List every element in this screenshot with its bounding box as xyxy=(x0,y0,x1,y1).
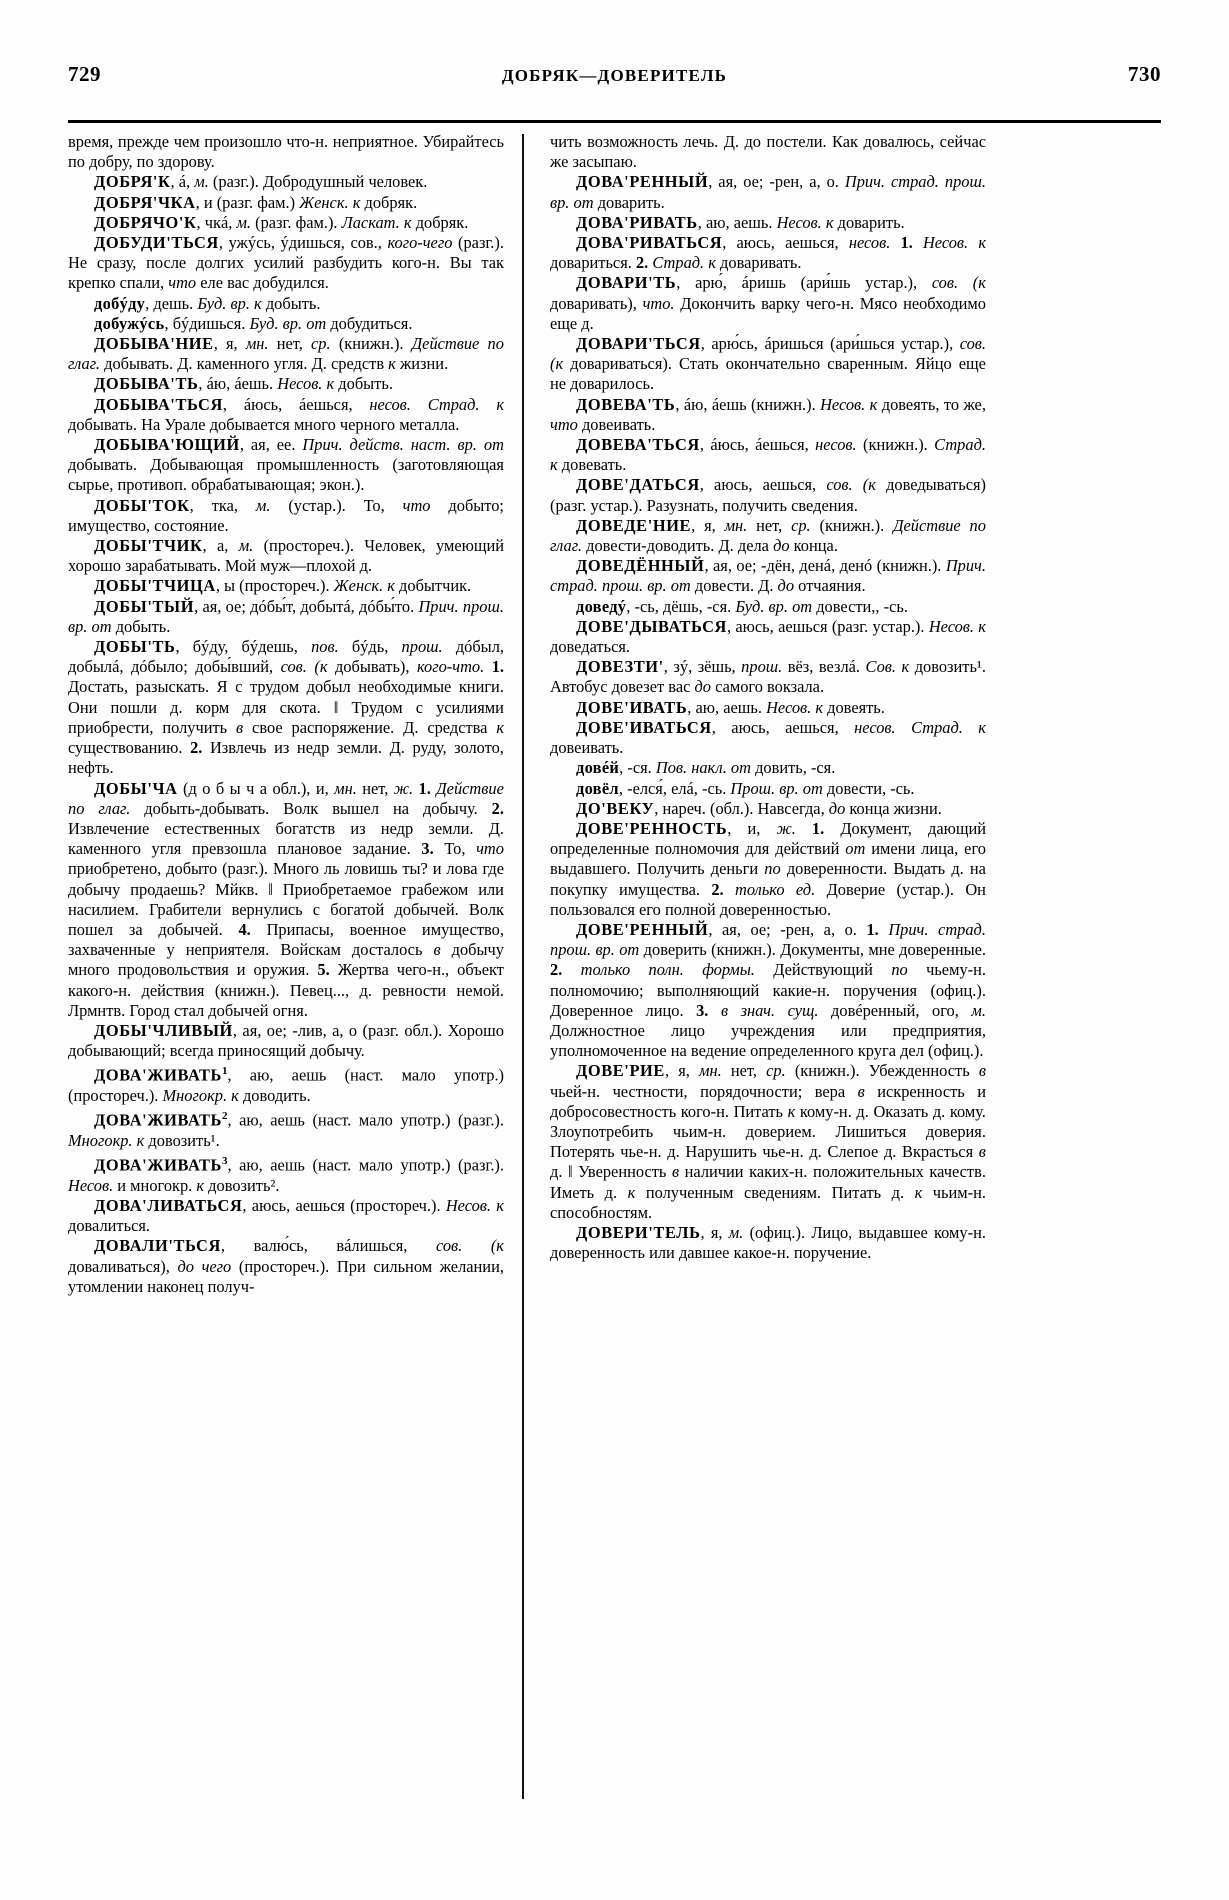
dictionary-entry xyxy=(550,1061,986,1223)
entry-headword: добужýсь xyxy=(94,313,165,333)
entry-headword: ДО'ВЕКУ xyxy=(576,798,655,818)
dictionary-entry xyxy=(68,496,504,536)
entry-headword: ДОВА'РИВАТЬ xyxy=(576,212,698,232)
entry-headword: ДОБЫВА'ТЬ xyxy=(94,374,199,394)
entry-body: , аюсь, аешься, несов. 1. Несов. к довариться. 2. Страд. к доваривать. xyxy=(550,233,986,273)
entry-body: , ая, ое; -рен, а, о. 1. Прич. страд. прош. вр. от доверить (книжн.). Документы, мне доверенные. 2. только полн. формы. Действующий по чьему-н. полномочию; выполняющий какие-н. поручения (офиц.). Доверенное лицо. 3. в знач. сущ. довéренный, ого, м. Должностное лицо учреждения или предприятия, уполномоченное на ведение определенного круга дел (офиц.). xyxy=(550,919,986,1061)
entry-body: , -сь, дёшь, -ся. Буд. вр. от довести,, -сь. xyxy=(626,596,908,616)
entry-headword: ДОВА'ЛИВАТЬСЯ xyxy=(94,1195,243,1215)
dictionary-entry xyxy=(68,779,504,1021)
dictionary-entry xyxy=(550,475,986,515)
headword-homonym-index: 2 xyxy=(221,1110,228,1123)
page-number-left: 729 xyxy=(68,62,101,86)
dictionary-entry xyxy=(550,172,986,212)
entry-text: время, прежде чем произошло что-н. неприятное. Убирайтесь по добру, по здорову. xyxy=(68,132,504,172)
entry-body: , á, м. (разг.). Добродушный человек. xyxy=(170,172,428,192)
entry-headword: ДОВЕ'РЕННОСТЬ xyxy=(576,818,728,838)
dictionary-entry xyxy=(550,556,986,596)
entry-headword: ДОВА'РИВАТЬСЯ xyxy=(576,233,723,253)
inflected-form-entry xyxy=(68,314,504,334)
entry-body: , аюсь, аешься (простореч.). Несов. к довалиться. xyxy=(68,1195,504,1236)
entry-body: , ая, ое; -дён, денá, денó (книжн.). Прич. страд. прош. вр. от довести. Д. до отчаяния. xyxy=(550,556,986,596)
entry-headword: ДОВЕ'РИЕ xyxy=(576,1061,665,1081)
entry-text: чить возможность лечь. Д. до постели. Как довалюсь, сейчас же засыпаю. xyxy=(550,132,986,172)
entry-continuation xyxy=(550,132,986,172)
entry-body: , ая, ое; дóбы́т, добытá, дóбы́то. Прич. прош. вр. от добыть. xyxy=(68,596,504,636)
dictionary-entry xyxy=(550,233,986,273)
dictionary-entry xyxy=(550,516,986,556)
entry-headword: ДОБЫВА'НИЕ xyxy=(94,334,214,354)
entry-headword: ДОБЫ'ТЧИЦА xyxy=(94,576,216,596)
entry-body: , аюсь, аешься (разг. устар.). Несов. к доведаться. xyxy=(550,616,986,657)
entry-headword: ДОВЕДЁННЫЙ xyxy=(576,556,705,576)
entry-body: , áю, áешь (книжн.). Несов. к довеять, то же, что довеивать. xyxy=(550,394,986,434)
entry-headword: ДОВА'ЖИВАТЬ xyxy=(94,1110,222,1130)
dictionary-entry xyxy=(550,395,986,435)
dictionary-entry xyxy=(550,273,986,334)
entry-body: , нареч. (обл.). Навсегда, до конца жизни. xyxy=(654,798,942,818)
entry-headword: довёл xyxy=(576,778,619,798)
entry-headword: ДОВАЛИ'ТЬСЯ xyxy=(94,1236,221,1256)
entry-headword: ДОВЕ'ИВАТЬ xyxy=(576,697,688,717)
entry-headword: ДОВЕВА'ТЬСЯ xyxy=(576,435,700,455)
dictionary-entry xyxy=(550,718,986,758)
entry-headword: ДОВЕЗТИ' xyxy=(576,657,664,677)
entry-headword: ДОБЫВА'ЮЩИЙ xyxy=(94,435,240,455)
left-column xyxy=(68,132,516,1840)
entry-body: , чкá, м. (разг. фам.). Ласкат. к добряк. xyxy=(196,212,469,232)
entry-body: , тка, м. (устар.). То, что добыто; имущество, состояние. xyxy=(68,495,504,535)
entry-headword: ДОБРЯЧО'К xyxy=(94,212,197,232)
entry-headword: ДОВАРИ'ТЬСЯ xyxy=(576,334,701,354)
entry-headword: ДОБЫВА'ТЬСЯ xyxy=(94,394,223,414)
entry-body: , и (разг. фам.) Женск. к добряк. xyxy=(195,192,418,212)
dictionary-entry xyxy=(550,920,986,1061)
entry-body: , арю́сь, áришься (ари́шься устар.), сов. (к довариваться). Стать окончательно сваренным. Яйцо еще не доварилось. xyxy=(550,334,987,394)
entry-body: , аюсь, аешься, сов. (к доведываться) (разг. устар.). Разузнать, получить сведения. xyxy=(550,475,986,515)
entry-headword: ДОВА'ЖИВАТЬ xyxy=(94,1065,222,1085)
entry-headword: ДОВЕДЕ'НИЕ xyxy=(576,515,692,535)
entry-body: , бýдишься. Буд. вр. от добудиться. xyxy=(164,313,413,333)
entry-headword: доведý xyxy=(576,596,627,616)
inflected-form-entry xyxy=(550,597,986,617)
inflected-form-entry xyxy=(550,779,986,799)
entry-body: , аю, аешь. Несов. к довеять. xyxy=(687,697,885,717)
entry-headword: ДОВАРИ'ТЬ xyxy=(576,273,677,293)
dictionary-entry xyxy=(68,637,504,778)
entry-body: , бýду, бýдешь, пов. бýдь, прош. дóбыл, добылá, дóбыло; добы́вший, сов. (к добывать), кого-что. 1. Достать, разыскать. Я с трудом добыл необходимые книги. Они пошли д. корм для скота. ‖ Трудом с усилиями приобрести, получить в свое распоряжение. Д. средства к существованию. 2. Извлечь из недр земли. Д. руду, золото, нефть. xyxy=(68,637,504,778)
headword-homonym-index: 3 xyxy=(221,1155,228,1168)
entry-headword: ДОБЫ'ТЬ xyxy=(94,637,176,657)
dictionary-entry xyxy=(68,172,504,192)
dictionary-entry xyxy=(550,213,986,233)
entry-body: , -ся. Пов. накл. от довить, -ся. xyxy=(619,758,836,778)
dictionary-entry xyxy=(550,1223,986,1263)
dictionary-entry xyxy=(68,1061,504,1106)
entry-body: , дешь. Буд. вр. к добыть. xyxy=(145,293,321,313)
dictionary-entry xyxy=(550,799,986,819)
dictionary-entry xyxy=(68,1021,504,1061)
dictionary-entry xyxy=(68,193,504,213)
dictionary-entry xyxy=(68,435,504,496)
dictionary-entry xyxy=(68,597,504,637)
entry-headword: ДОБЫ'ЧЛИВЫЙ xyxy=(94,1020,233,1040)
inflected-form-entry xyxy=(550,758,986,778)
entry-headword: ДОВЕРИ'ТЕЛЬ xyxy=(576,1222,701,1242)
entry-body: , áюсь, áешься, несов. Страд. к добывать. На Урале добывается много черного металла. xyxy=(68,394,504,434)
entry-body: , ая, ое; -лив, а, о (разг. обл.). Хорошо добывающий; всегда приносящий добычу. xyxy=(68,1020,504,1061)
dictionary-entry xyxy=(68,233,504,294)
entry-body: , аю, аешь (наст. мало употр.) (простореч.). Многокр. к доводить. xyxy=(68,1065,505,1106)
dictionary-entry xyxy=(68,395,504,435)
dictionary-entry xyxy=(68,1106,504,1151)
entry-body: , и, ж. 1. Документ, дающий определенные полномочия для действий от имени лица, его выдавшего. Получить деньги по доверенности. Выдать д. на покупку имущества. 2. только ед. Доверие (устар.). Он пользовался его полной доверенностью. xyxy=(550,818,987,919)
entry-headword: ДОБЫ'ТЫЙ xyxy=(94,596,195,616)
entry-body: , зý, зёшь, прош. вёз, везлá. Сов. к довозить¹. Автобус довезет вас до самого вокзала. xyxy=(550,657,986,697)
dictionary-entry xyxy=(68,1236,504,1297)
entry-headword: ДОВА'ЖИВАТЬ xyxy=(94,1155,222,1175)
dictionary-entry xyxy=(68,1196,504,1236)
entry-body: , я, мн. нет, ср. (книжн.). Действие по глаг. довести-доводить. Д. дела до конца. xyxy=(550,515,986,556)
dictionary-entry xyxy=(68,334,504,374)
entry-body: , я, мн. нет, ср. (книжн.). Убежденность в чьей-н. честности, порядочности; вера в искренность и добросовестность кого-н. Питать к кому-н. д. Оказать д. кому. Злоупотребить чьим-н. доверием. Лишиться доверия. Потерять чье-н. д. Нарушить чье-н. д. Слепое д. Вкрасться в д. ‖ Уверенность в наличии каких-н. положительных качеств. Иметь д. к полученным сведениям. Питать д. к чьим-н. способностям. xyxy=(550,1061,986,1222)
entry-body: , аю, аешь (наст. мало употр.) (разг.). Несов. и многокр. к довозить². xyxy=(68,1155,504,1195)
dictionary-entry xyxy=(68,213,504,233)
header-rule xyxy=(68,120,1161,123)
headword-homonym-index: 1 xyxy=(221,1065,228,1078)
dictionary-entry xyxy=(68,576,504,596)
dictionary-entry xyxy=(68,374,504,394)
entry-body: , я, мн. нет, ср. (книжн.). Действие по глаг. добывать. Д. каменного угля. Д. средств к жизни. xyxy=(68,334,504,374)
entry-headword: ДОВЕ'ДАТЬСЯ xyxy=(576,475,700,495)
entry-body: (д о б ы ч а обл.), и, мн. нет, ж. 1. Действие по глаг. добыть-добывать. Волк вышел на добычу. 2. Извлечение естественных богатств из недр земли. Д. каменного угля превзошла плановое задание. 3. То, что приобретено, добыто (разг.). Много ль ловишь ты? и лова где добычу продаешь? Мйкв. ‖ Приобретаемое грабежом или насилием. Грабители вернулись с богатой добычей. Волк пошел за добычей. 4. Припасы, военное имущество, захваченные у неприятеля. Войскам досталось в добычу много продовольствия и оружия. 5. Жертва чего-н., объект какого-н. действия (книжн.). Певец..., д. ревности немой. Лрмнтв. Город стал добычей огня. xyxy=(68,778,505,1020)
dictionary-entry xyxy=(550,435,986,475)
entry-body: , арю́, áришь (ари́шь устар.), сов. (к доваривать), что. Докончить варку чего-н. Мясо необходимо еще д. xyxy=(550,273,986,333)
entry-body: , аю, аешь (наст. мало употр.) (разг.). Многокр. к довозить¹. xyxy=(68,1110,504,1150)
entry-headword: ДОВЕВА'ТЬ xyxy=(576,394,676,414)
entry-headword: ДОБРЯ'К xyxy=(94,172,171,192)
entry-body: , я, м. (офиц.). Лицо, выдавшее кому-н. доверенность или давшее какое-н. поручение. xyxy=(550,1222,986,1263)
entry-body: , аю, аешь. Несов. к доварить. xyxy=(697,212,905,232)
entry-headword: ДОВА'РЕННЫЙ xyxy=(576,172,709,192)
entry-body: , ы (простореч.). Женск. к добытчик. xyxy=(215,576,472,596)
columns-container xyxy=(68,132,1167,1840)
dictionary-entry xyxy=(550,334,986,395)
column-divider xyxy=(522,134,524,1799)
entry-headword: ДОБЫ'ЧА xyxy=(94,778,178,798)
entry-headword: ДОВЕ'РЕННЫЙ xyxy=(576,919,709,939)
entry-body: , а, м. (простореч.). Человек, умеющий хорошо зарабатывать. Мой муж—плохой д. xyxy=(68,536,505,576)
entry-body: , ая, ое; -рен, а, о. Прич. страд. прош. вр. от доварить. xyxy=(550,172,986,212)
entry-headword: ДОБЫ'ТОК xyxy=(94,495,190,515)
dictionary-entry xyxy=(550,819,986,920)
entry-body: , ая, ее. Прич. действ. наст. вр. от добывать. Добывающая промышленность (заготовляющая сырье, противоп. обрабатывающая; экон.). xyxy=(68,435,504,495)
running-head xyxy=(68,62,1161,96)
right-column xyxy=(530,132,986,1840)
entry-headword: ДОВЕ'ИВАТЬСЯ xyxy=(576,717,712,737)
running-head-title: ДОБРЯК—ДОВЕРИТЕЛЬ xyxy=(501,66,728,85)
dictionary-entry xyxy=(68,1151,504,1196)
entry-body: , -елся́, елá, -сь. Прош. вр. от довести, -сь. xyxy=(618,778,915,798)
entry-headword: добýду xyxy=(94,293,146,313)
inflected-form-entry xyxy=(68,294,504,314)
entry-headword: ДОБЫ'ТЧИК xyxy=(94,536,203,556)
dictionary-entry xyxy=(550,617,986,657)
entry-continuation xyxy=(68,132,504,172)
entry-headword: ДОБУДИ'ТЬСЯ xyxy=(94,233,219,253)
entry-body: , аюсь, аешься, несов. Страд. к довеивать. xyxy=(550,717,986,758)
entry-headword: ДОБРЯ'ЧКА xyxy=(94,192,196,212)
dictionary-entry xyxy=(550,657,986,697)
entry-headword: довéй xyxy=(576,758,620,778)
entry-body: , áюсь, áешься, несов. (книжн.). Страд. к довевать. xyxy=(550,435,986,475)
dictionary-entry xyxy=(68,536,504,576)
dictionary-entry xyxy=(550,698,986,718)
entry-body: , ужýсь, ýдишься, сов., кого-чего (разг.). Не сразу, после долгих усилий разбудить кого-н. Вы так крепко спали, что еле вас добудился. xyxy=(68,233,504,293)
entry-body: , валю́сь, вáлишься, сов. (к доваливаться), до чего (простореч.). При сильном желании, утомлении наконец получ- xyxy=(68,1236,504,1296)
page-number-right: 730 xyxy=(1128,62,1161,86)
entry-headword: ДОВЕ'ДЫВАТЬСЯ xyxy=(576,616,727,636)
entry-body: , áю, áешь. Несов. к добыть. xyxy=(198,374,393,394)
